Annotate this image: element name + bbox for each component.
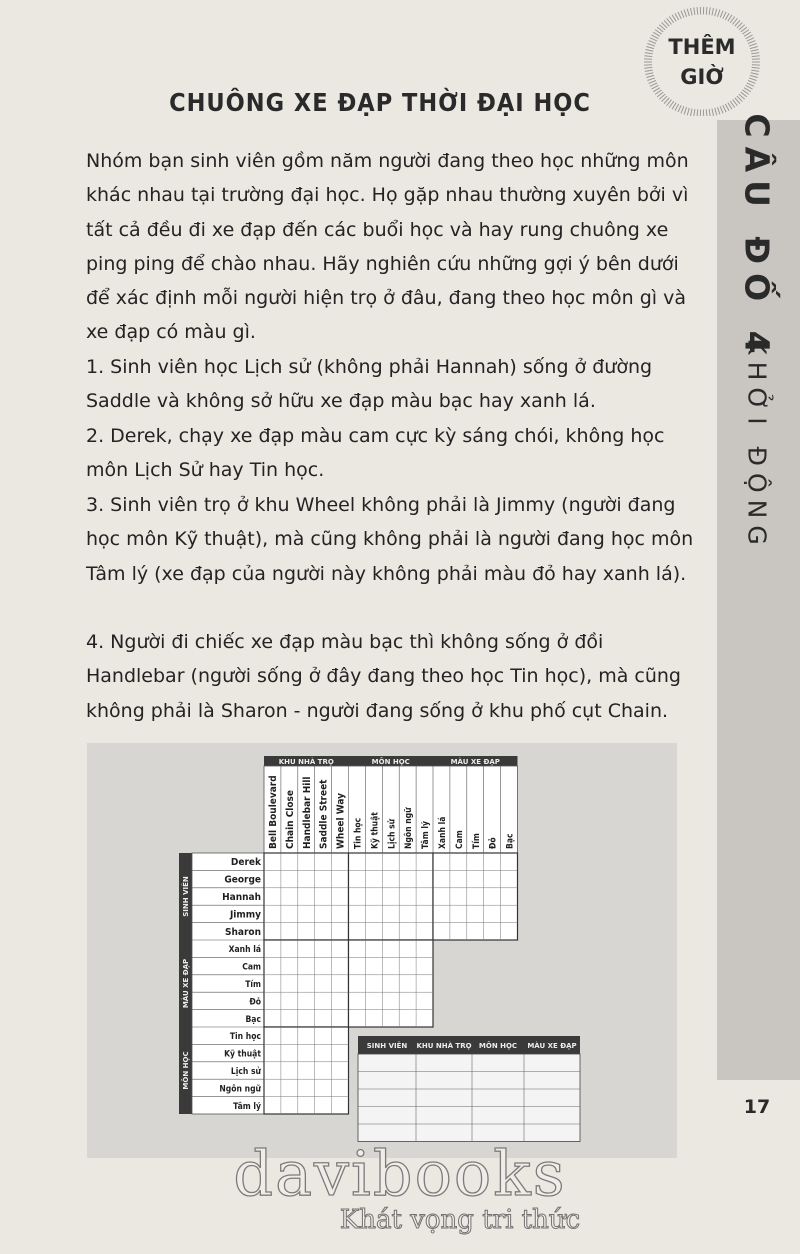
puzzle-number-wrap [722, 112, 792, 363]
column-label: Wheel Way [335, 793, 347, 849]
section-label: KHỞI ĐỘNG [742, 338, 772, 552]
answer-table-header: MÀU XE ĐẠP [527, 1042, 577, 1050]
column-label: Tím [471, 833, 482, 849]
column-group-label: MÔN HỌC [371, 758, 410, 766]
clue-3: 3. Sinh viên trọ ở khu Wheel không phải là Jimmy (người đang học môn Kỹ thuật), mà cũng không phải là người đang học môn Tâm lý (xe đạp của người này không phải màu đỏ hay xanh lá). [86, 494, 694, 585]
row-label: Jimmy [229, 909, 261, 921]
column-label: Tâm lý [421, 821, 432, 849]
extra-time-seal [650, 32, 754, 92]
grid-block [349, 940, 434, 1027]
seal-tick [723, 12, 726, 19]
seal-tick [694, 109, 695, 116]
section-label-wrap [722, 338, 792, 552]
grid-block [264, 940, 349, 1027]
page-title: CHUÔNG XE ĐẠP THỜI ĐẠI HỌC [169, 88, 591, 117]
row-label: Tím [245, 980, 261, 990]
seal-tick [697, 7, 698, 15]
grid-block [264, 853, 349, 940]
seal-tick [723, 105, 726, 112]
watermark-tagline: Khát vọng tri thức [339, 1205, 581, 1235]
column-label: Bạc [505, 833, 516, 849]
row-label: Bạc [245, 1014, 261, 1025]
seal-tick [690, 8, 692, 15]
seal-tick [709, 7, 710, 15]
answer-table-header: MÔN HỌC [478, 1042, 518, 1050]
seal-tick [728, 103, 732, 110]
row-label: Sharon [225, 926, 261, 938]
seal-tick [728, 15, 732, 22]
row-label: Lịch sử [230, 1067, 261, 1077]
row-label: Tâm lý [233, 1101, 261, 1112]
row-group-label: MÀU XE ĐẠP [182, 958, 190, 1009]
seal-tick [706, 109, 707, 116]
seal-tick [672, 15, 676, 22]
column-label: Xanh lá [437, 816, 448, 849]
column-label: Tin học [353, 817, 364, 849]
seal-tick [720, 11, 723, 18]
column-label: Chain Close [284, 789, 296, 849]
column-label: Cam [454, 830, 465, 849]
page-number: 17 [743, 1096, 771, 1118]
row-label: Cam [242, 962, 261, 973]
seal-tick [717, 10, 719, 17]
row-group-label: MÔN HỌC [182, 1051, 190, 1090]
intro-paragraph: Nhóm bạn sinh viên gồm năm người đang theo học những môn khác nhau tại trường đại học. Họ gặp nhau thường xuyên bởi vì tất cả đều đi xe đạp đến các buổi học và hay rung chuông xe ping ping để chào nhau. Hãy nghiên cứu những gợi ý bên dưới để xác định mỗi người hiện trọ ở đâu, đang theo học môn gì và xe đạp có màu gì. [86, 150, 689, 344]
seal-tick [687, 108, 689, 115]
seal-tick [712, 109, 714, 116]
seal-tick [712, 8, 714, 15]
row-label: Tin học [229, 1032, 261, 1043]
answer-table-header: SINH VIÊN [366, 1042, 408, 1050]
grid-block [433, 853, 518, 940]
seal-tick [709, 109, 710, 116]
column-label: Saddle Street [318, 779, 330, 849]
logic-grid [87, 743, 677, 1158]
seal-tick [684, 10, 686, 17]
puzzle-number: CÂU ĐỐ 4 [737, 112, 777, 363]
row-label: Xanh lá [228, 945, 261, 956]
seal-tick [681, 106, 684, 113]
clue-1: 1. Sinh viên học Lịch sử (không phải Hannah) sống ở đường Saddle và không sở hữu xe đạp màu bạc hay xanh lá. [86, 356, 653, 413]
row-label: Hannah [222, 892, 261, 903]
column-label: Handlebar Hill [301, 776, 313, 849]
grid-block [264, 1027, 349, 1114]
logic-grid-figure [87, 743, 677, 1158]
column-label: Lịch sử [387, 818, 398, 849]
seal-tick [681, 11, 684, 18]
grid-block [349, 853, 434, 940]
seal-tick [675, 104, 679, 111]
row-label: Derek [230, 857, 261, 869]
seal-tick [720, 106, 723, 113]
row-group-label: SINH VIÊN [182, 876, 190, 917]
seal-tick [717, 107, 719, 114]
seal-tick [678, 105, 681, 112]
column-label: Đỏ [488, 837, 499, 849]
watermark-logo: davibooks [233, 1137, 567, 1210]
row-label: Đỏ [249, 997, 261, 1008]
column-label: Kỹ thuật [370, 812, 381, 849]
seal-tick [690, 109, 692, 116]
answer-table-body [358, 1054, 580, 1142]
column-group-label: KHU NHÀ TRỌ [278, 758, 334, 766]
seal-line-2: GIỜ [680, 65, 724, 89]
seal-tick [715, 108, 717, 115]
seal-tick [678, 12, 681, 19]
row-label: George [224, 874, 261, 886]
answer-table-header: KHU NHÀ TRỌ [416, 1042, 472, 1050]
seal-tick [725, 104, 729, 111]
column-label: Ngôn ngữ [404, 807, 415, 849]
seal-line-1: THÊM [668, 35, 736, 59]
seal-tick [697, 109, 698, 116]
seal-tick [687, 9, 689, 16]
column-label: Bell Boulevard [267, 775, 279, 849]
row-label: Ngôn ngữ [219, 1084, 261, 1095]
clue-4: 4. Người đi chiếc xe đạp màu bạc thì không sống ở đồi Handlebar (người sống ở đây đang theo học Tin học), mà cũng không phải là Sharon - người đang sống ở khu phố cụt Chain. [86, 631, 681, 722]
clue-2: 2. Derek, chạy xe đạp màu cam cực kỳ sáng chói, không học môn Lịch Sử hay Tin học. [86, 425, 665, 482]
seal-tick [706, 7, 707, 15]
seal-tick [694, 7, 695, 15]
seal-tick [675, 13, 679, 20]
seal-tick [715, 9, 717, 16]
seal-tick [684, 107, 686, 114]
column-group-label: MÀU XE ĐẠP [450, 758, 500, 766]
row-label: Kỹ thuật [224, 1049, 261, 1060]
seal-tick [725, 13, 729, 20]
